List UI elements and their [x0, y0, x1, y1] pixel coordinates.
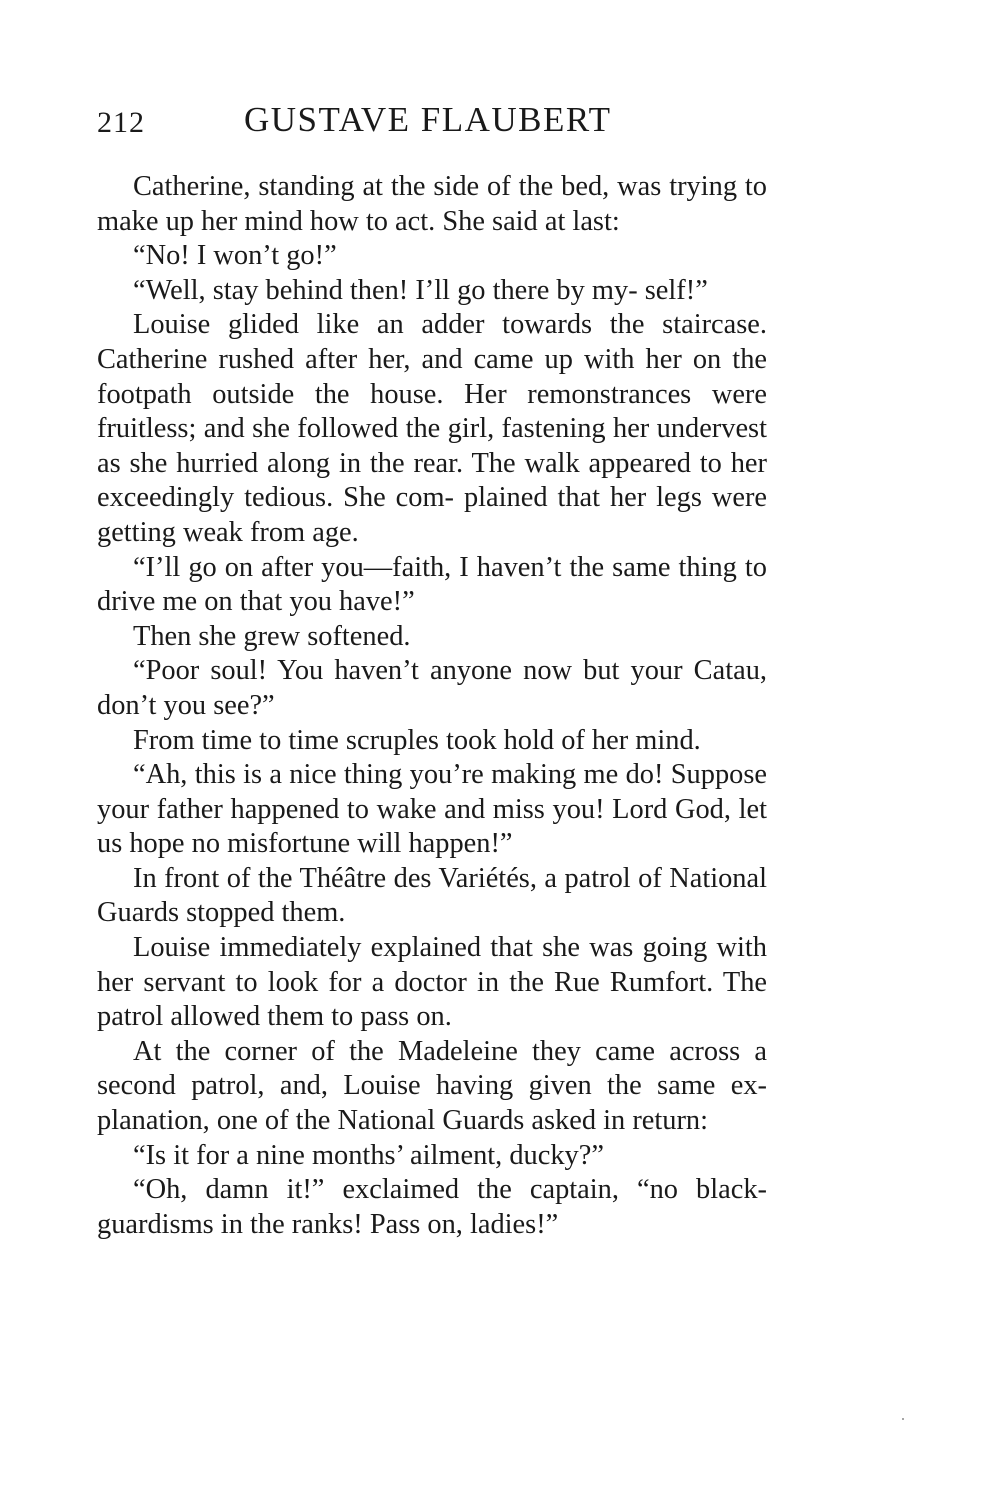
scan-speck	[902, 1418, 904, 1420]
running-title: GUSTAVE FLAUBERT	[244, 100, 612, 139]
paragraph: “Oh, damn it!” exclaimed the captain, “no black- guardisms in the ranks! Pass on, ladies!”	[97, 1174, 767, 1240]
paragraph: Louise glided like an adder towards the staircase. Catherine rushed after her, and came up with her on the footpath outside the house. Her remonstrances were fruitless; and she followed the girl, fastening her undervest as she hurried along in the rear. The walk appeared to her exceedingly tedious. She com- plained that her legs were getting weak from age.	[97, 309, 767, 548]
paragraph: In front of the Théâtre des Variétés, a patrol of National Guards stopped them.	[97, 862, 767, 929]
paragraph: From time to time scruples took hold of her mind.	[133, 724, 701, 756]
paragraph: “I’ll go on after you—faith, I haven’t the same thing to drive me on that you have!”	[97, 551, 767, 618]
paragraph: Then she grew softened.	[133, 620, 411, 652]
paragraph: “Well, stay behind then! I’ll go there by my- self!”	[133, 274, 708, 306]
paragraph: “Ah, this is a nice thing you’re making me do! Suppose your father happened to wake and miss you! Lord God, let us hope no misfortune will happen!”	[97, 759, 767, 860]
paragraph: “Poor soul! You haven’t anyone now but your Catau, don’t you see?”	[97, 655, 767, 721]
running-head	[97, 100, 637, 144]
paragraph: At the corner of the Madeleine they came across a second patrol, and, Louise having given the same ex- planation, one of the National Guards asked in return:	[97, 1035, 767, 1137]
paragraph: “Is it for a nine months’ ailment, ducky?”	[133, 1139, 604, 1171]
paragraph: “No! I won’t go!”	[133, 240, 337, 272]
paragraph: Catherine, standing at the side of the bed, was trying to make up her mind how to act. She said at last:	[97, 171, 767, 237]
page-number: 212	[97, 106, 145, 139]
body-text	[97, 170, 767, 1242]
paragraph: Louise immediately explained that she was going with her servant to look for a doctor in the Rue Rumfort. The patrol allowed them to pass on.	[97, 932, 767, 1033]
